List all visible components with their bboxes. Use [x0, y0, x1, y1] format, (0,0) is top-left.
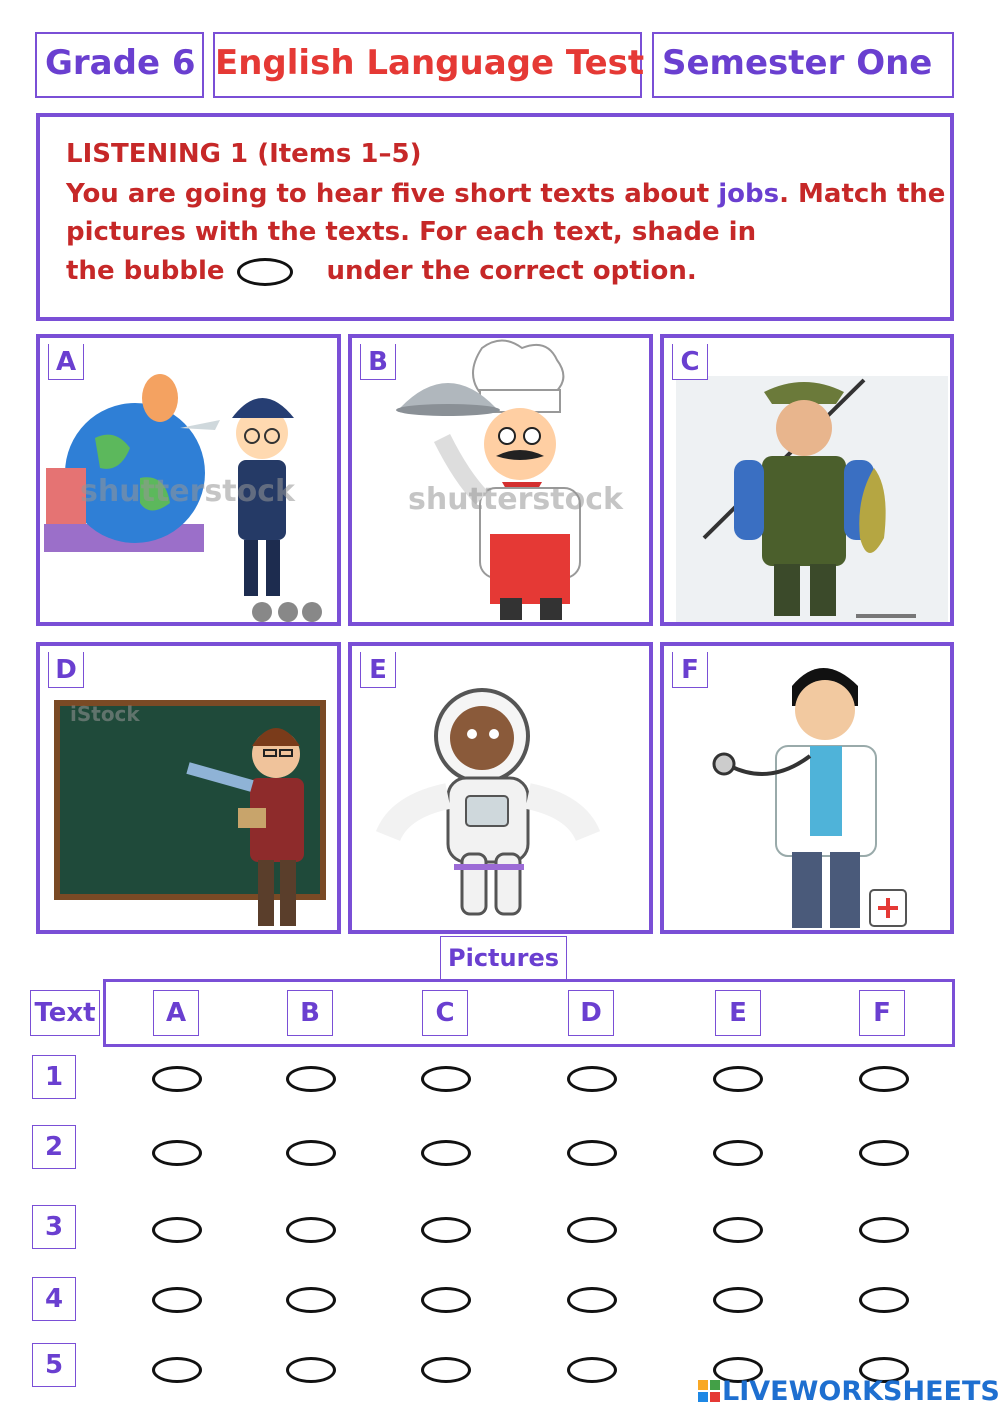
picture-a	[36, 334, 341, 626]
answer-bubble-4-a[interactable]	[152, 1287, 202, 1313]
answer-bubble-2-b[interactable]	[286, 1140, 336, 1166]
answer-bubble-3-f[interactable]	[859, 1217, 909, 1243]
instructions-box	[36, 113, 954, 321]
jobs-highlight: jobs	[718, 179, 780, 209]
answer-bubble-2-e[interactable]	[713, 1140, 763, 1166]
answer-bubble-1-d[interactable]	[567, 1066, 617, 1092]
column-header-bar	[103, 979, 955, 1047]
answer-bubble-1-f[interactable]	[859, 1066, 909, 1092]
answer-bubble-3-d[interactable]	[567, 1217, 617, 1243]
liveworksheets-logo-icon	[698, 1380, 720, 1402]
answer-bubble-2-a[interactable]	[152, 1140, 202, 1166]
picture-b	[348, 334, 653, 626]
astronaut-icon	[352, 646, 649, 930]
instruction-line-2: pictures with the texts. For each text, shade in	[66, 217, 757, 247]
watermark: shutterstock	[408, 482, 623, 517]
picture-label: F	[672, 652, 708, 688]
picture-e	[348, 642, 653, 934]
answer-bubble-1-e[interactable]	[713, 1066, 763, 1092]
instruction-line-1: You are going to hear five short texts about jobs. Match the	[66, 179, 946, 209]
picture-c	[660, 334, 954, 626]
instruction-line-3: the bubble under the correct option.	[66, 256, 697, 286]
picture-label: C	[672, 344, 708, 380]
watermark: shutterstock	[80, 474, 295, 509]
section-heading: LISTENING 1 (Items 1–5)	[66, 139, 422, 169]
teacher-icon	[40, 646, 337, 930]
bubble-example-icon	[237, 258, 293, 286]
answer-bubble-4-e[interactable]	[713, 1287, 763, 1313]
column-b-label: B	[287, 990, 333, 1036]
semester-label: Semester One	[652, 32, 954, 98]
answer-bubble-1-b[interactable]	[286, 1066, 336, 1092]
liveworksheets-logo: LIVEWORKSHEETS	[698, 1376, 1000, 1407]
answer-bubble-5-d[interactable]	[567, 1357, 617, 1383]
row-5-label: 5	[32, 1343, 76, 1387]
picture-d	[36, 642, 341, 934]
column-d-label: D	[568, 990, 614, 1036]
pictures-header: Pictures	[440, 936, 567, 980]
answer-bubble-3-e[interactable]	[713, 1217, 763, 1243]
chef-icon	[352, 338, 649, 622]
answer-bubble-4-d[interactable]	[567, 1287, 617, 1313]
answer-bubble-4-b[interactable]	[286, 1287, 336, 1313]
column-c-label: C	[422, 990, 468, 1036]
answer-bubble-3-c[interactable]	[421, 1217, 471, 1243]
row-1-label: 1	[32, 1055, 76, 1099]
picture-label: B	[360, 344, 396, 380]
picture-label: A	[48, 344, 84, 380]
answer-bubble-3-b[interactable]	[286, 1217, 336, 1243]
text-header: Text	[30, 990, 100, 1036]
row-2-label: 2	[32, 1125, 76, 1169]
answer-bubble-2-d[interactable]	[567, 1140, 617, 1166]
answer-bubble-5-c[interactable]	[421, 1357, 471, 1383]
row-4-label: 4	[32, 1277, 76, 1321]
picture-f	[660, 642, 954, 934]
fisherman-icon	[664, 338, 950, 622]
picture-label: E	[360, 652, 396, 688]
grade-label: Grade 6	[35, 32, 204, 98]
answer-bubble-2-f[interactable]	[859, 1140, 909, 1166]
row-3-label: 3	[32, 1205, 76, 1249]
watermark: iStock	[70, 702, 140, 726]
answer-bubble-4-f[interactable]	[859, 1287, 909, 1313]
answer-bubble-1-a[interactable]	[152, 1066, 202, 1092]
answer-bubble-2-c[interactable]	[421, 1140, 471, 1166]
answer-bubble-1-c[interactable]	[421, 1066, 471, 1092]
answer-bubble-4-c[interactable]	[421, 1287, 471, 1313]
column-e-label: E	[715, 990, 761, 1036]
answer-bubble-5-b[interactable]	[286, 1357, 336, 1383]
column-a-label: A	[153, 990, 199, 1036]
doctor-icon	[664, 646, 950, 930]
answer-bubble-3-a[interactable]	[152, 1217, 202, 1243]
test-title: English Language Test	[213, 32, 642, 98]
answer-bubble-5-a[interactable]	[152, 1357, 202, 1383]
picture-label: D	[48, 652, 84, 688]
column-f-label: F	[859, 990, 905, 1036]
